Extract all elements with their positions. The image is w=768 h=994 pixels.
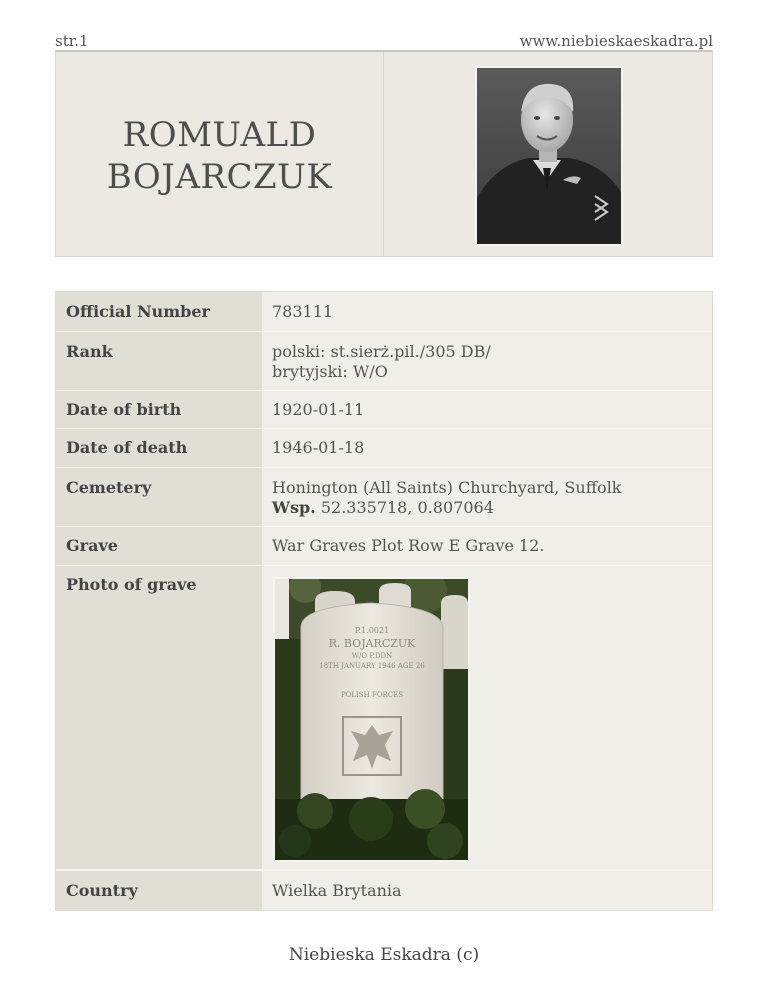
gravestone-line-1: P.1.0021 <box>354 626 390 635</box>
header-divider <box>383 52 384 256</box>
coordinates-label: Wsp. <box>272 498 316 517</box>
row-rank <box>56 332 712 391</box>
date-of-birth-value: 1920-01-11 <box>272 400 365 419</box>
rank-value <box>272 342 491 382</box>
grave-photo <box>273 577 470 862</box>
cemetery-value <box>272 478 622 518</box>
rank-british: brytyjski: W/O <box>272 362 388 381</box>
row-date-of-death <box>56 429 712 468</box>
country-label: Country <box>66 881 138 900</box>
rank-label: Rank <box>66 342 113 361</box>
official-number-value: 783111 <box>272 302 334 321</box>
date-of-death-label: Date of death <box>66 438 188 457</box>
gravestone-line-5: POLISH FORCES <box>340 691 404 699</box>
portrait-photo <box>475 66 623 246</box>
grave-label: Grave <box>66 536 118 555</box>
country-value: Wielka Brytania <box>272 881 402 900</box>
photo-of-grave-label: Photo of grave <box>66 575 197 594</box>
date-of-death-value: 1946-01-18 <box>272 438 365 457</box>
cemetery-coordinates <box>272 498 622 518</box>
person-name: ROMUALD BOJARCZUK <box>106 115 333 197</box>
rank-polish: polski: st.sierż.pil./305 DB/ <box>272 342 491 361</box>
gravestone-line-4: 18TH JANUARY 1946 AGE 26 <box>319 662 425 670</box>
coordinates-value: 52.335718, 0.807064 <box>320 498 494 517</box>
site-url[interactable]: www.niebieskaeskadra.pl <box>519 32 713 50</box>
cemetery-label: Cemetery <box>66 478 152 497</box>
page-number: str.1 <box>55 32 89 50</box>
row-date-of-birth <box>56 391 712 429</box>
row-grave <box>56 527 712 566</box>
row-official-number <box>56 292 712 332</box>
row-country <box>56 870 712 911</box>
grave-value: War Graves Plot Row E Grave 12. <box>272 536 545 555</box>
gravestone-line-2: R. BOJARCZUK <box>328 637 416 650</box>
info-table <box>55 291 713 911</box>
footer-text: Niebieska Eskadra (c) <box>288 945 480 965</box>
header-card <box>55 50 713 257</box>
gravestone-line-3: W/O P.DDN <box>351 652 393 660</box>
cemetery-name: Honington (All Saints) Churchyard, Suffolk <box>272 478 622 497</box>
row-cemetery <box>56 468 712 527</box>
date-of-birth-label: Date of birth <box>66 400 182 419</box>
official-number-label: Official Number <box>66 302 210 321</box>
